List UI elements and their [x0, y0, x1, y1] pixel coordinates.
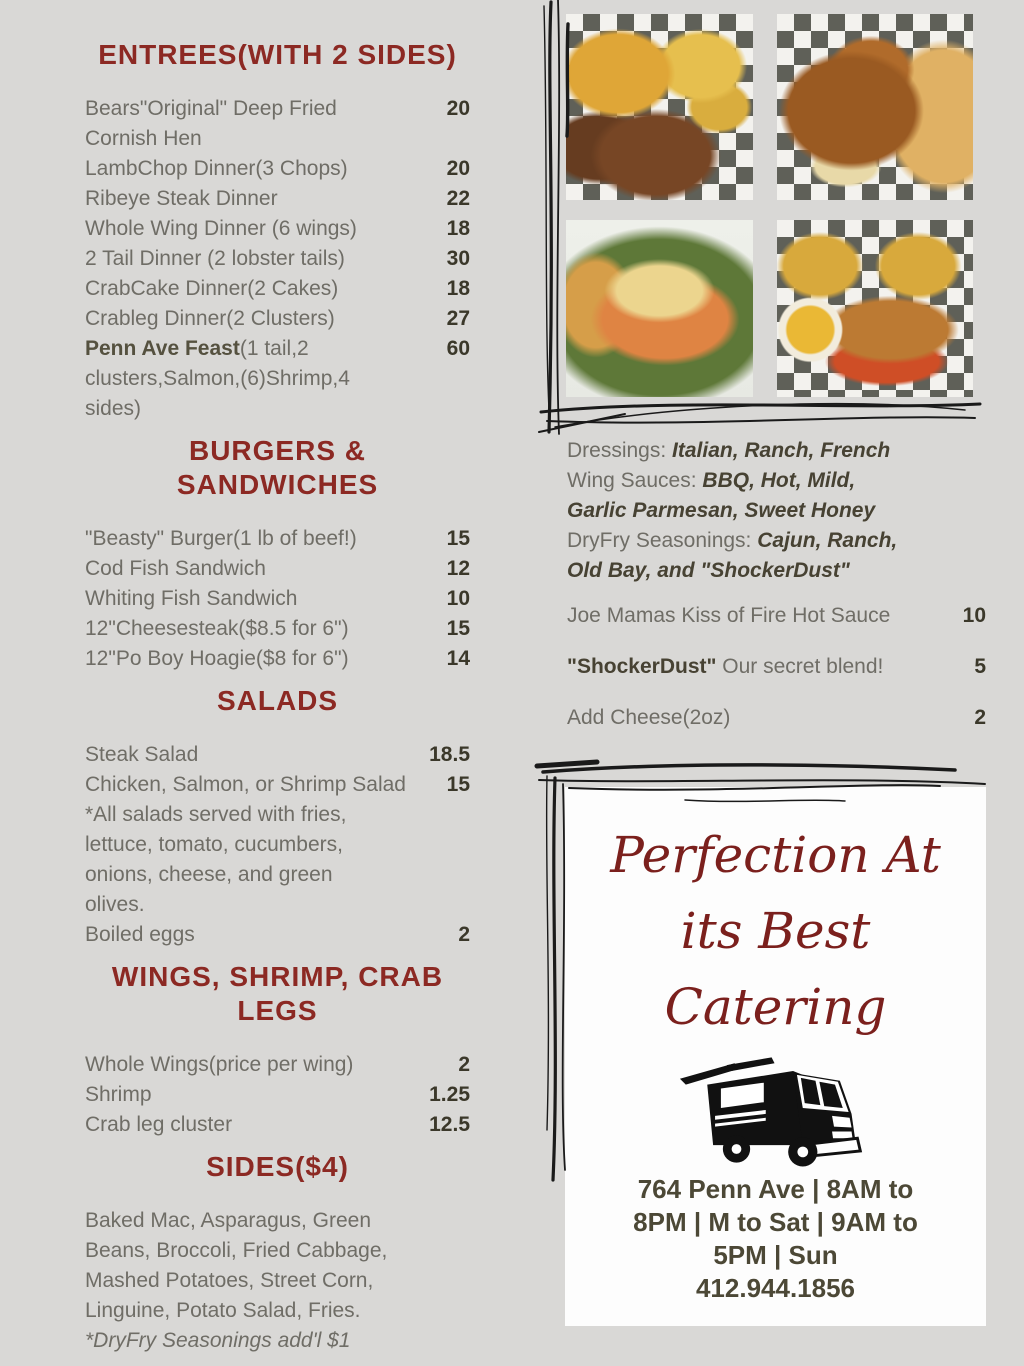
menu-item	[85, 334, 470, 424]
menu-item	[85, 644, 470, 674]
menu-item-price: 2	[458, 1053, 470, 1076]
menu-item-price: 18	[446, 277, 470, 300]
menu-item-price: 18	[446, 217, 470, 240]
sauce-values: Italian, Ranch, French	[672, 439, 891, 462]
section-items	[85, 740, 470, 950]
menu-item-name: 2 Tail Dinner (2 lobster tails)	[85, 247, 345, 270]
menu-section	[85, 434, 470, 674]
catering-script-line: Catering	[664, 978, 887, 1036]
menu-item-price: 15	[446, 773, 470, 796]
menu-item-name: *DryFry Seasonings add'l $1	[85, 1329, 351, 1352]
section-title: BURGERS & SANDWICHES	[176, 435, 379, 500]
food-truck-icon	[678, 1051, 873, 1169]
menu-item-price: 15	[446, 527, 470, 550]
extra-item	[567, 703, 986, 733]
menu-item-name: Shrimp	[85, 1083, 152, 1106]
section-items	[85, 1206, 470, 1356]
menu-item-price: 22	[446, 187, 470, 210]
menu-item-name: 12"Po Boy Hoagie($8 for 6")	[85, 647, 349, 670]
menu-item-price: 1.25	[429, 1083, 470, 1106]
section-title: SIDES($4)	[206, 1151, 349, 1182]
menu-item	[85, 184, 470, 214]
menu-item	[85, 554, 470, 584]
menu-section	[85, 684, 470, 950]
menu-item	[85, 1080, 470, 1110]
menu-item	[85, 1206, 470, 1326]
catering-script-line: its Best	[680, 902, 871, 960]
menu-item-price: 2	[458, 923, 470, 946]
menu-item	[85, 920, 470, 950]
menu-item-price: 18.5	[429, 743, 470, 766]
menu-item-name: Whiting Fish Sandwich	[85, 587, 298, 610]
menu-section	[85, 38, 470, 424]
sauce-line	[567, 466, 967, 496]
address-line: 5PM | Sun	[713, 1240, 838, 1270]
catering-card	[565, 787, 986, 1326]
address-line: 764 Penn Ave | 8AM to	[637, 1174, 914, 1204]
extra-item-price: 10	[962, 604, 986, 627]
sauce-label: DryFry Seasonings:	[567, 529, 758, 552]
menu-item	[85, 94, 470, 154]
section-items	[85, 524, 470, 674]
extra-item-name: Joe Mamas Kiss of Fire Hot Sauce	[567, 604, 891, 627]
menu-item-name: Cod Fish Sandwich	[85, 557, 266, 580]
sauce-values: Garlic Parmesan, Sweet Honey	[567, 499, 876, 522]
menu-item-price: 12	[446, 557, 470, 580]
menu-item	[85, 584, 470, 614]
menu-item-price: 14	[446, 647, 470, 670]
sauces-block	[567, 436, 967, 586]
sauce-values: BBQ, Hot, Mild,	[702, 469, 856, 492]
menu-item-name: Penn Ave Feast(1 tail,2 clusters,Salmon,(6)Shrimp,4 sides)	[85, 337, 350, 420]
menu-item-name: Steak Salad	[85, 743, 199, 766]
menu-item	[85, 1050, 470, 1080]
menu-item-name: Whole Wing Dinner (6 wings)	[85, 217, 357, 240]
menu-item	[85, 524, 470, 554]
menu-item	[85, 304, 470, 334]
section-items	[85, 94, 470, 424]
menu-item-price: 10	[446, 587, 470, 610]
menu-item-price: 20	[446, 157, 470, 180]
menu-left-column	[85, 38, 470, 1366]
extra-item-name: "ShockerDust" Our secret blend!	[567, 655, 884, 678]
menu-item	[85, 740, 470, 770]
menu-item-name: Chicken, Salmon, or Shrimp Salad	[85, 773, 406, 796]
section-title: ENTREES(WITH 2 SIDES)	[98, 39, 457, 70]
section-title: WINGS, SHRIMP, CRAB LEGS	[111, 961, 444, 1026]
menu-item-name: Whole Wings(price per wing)	[85, 1053, 354, 1076]
menu-item	[85, 800, 470, 920]
sauce-label: Dressings:	[567, 439, 673, 462]
sauce-values: Old Bay, and "ShockerDust"	[567, 559, 850, 582]
menu-item	[85, 1110, 470, 1140]
menu-item	[85, 244, 470, 274]
catering-script-title	[565, 817, 986, 1045]
menu-item	[85, 214, 470, 244]
menu-item	[85, 274, 470, 304]
menu-item-name: Ribeye Steak Dinner	[85, 187, 278, 210]
menu-item-price: 27	[446, 307, 470, 330]
address-block	[565, 1173, 986, 1305]
sauce-values: Cajun, Ranch,	[757, 529, 898, 552]
catering-script-line: Perfection At	[610, 826, 941, 884]
menu-section	[85, 960, 470, 1140]
menu-item-price: 60	[446, 337, 470, 360]
menu-item-name: CrabCake Dinner(2 Cakes)	[85, 277, 339, 300]
section-title: SALADS	[216, 685, 339, 716]
sauce-line	[567, 496, 967, 526]
menu-item-name: LambChop Dinner(3 Chops)	[85, 157, 348, 180]
menu-item	[85, 770, 470, 800]
sauce-line	[567, 556, 967, 586]
extra-item-price: 5	[974, 655, 986, 678]
sauce-line	[567, 436, 967, 466]
menu-item	[85, 1326, 470, 1356]
menu-item-name: Baked Mac, Asparagus, Green Beans, Broccoli, Fried Cabbage, Mashed Potatoes, Street Corn, Linguine, Potato Salad, Fries.	[85, 1209, 388, 1322]
menu-item-name: Crab leg cluster	[85, 1113, 233, 1136]
menu-section	[85, 1150, 470, 1356]
section-items	[85, 1050, 470, 1140]
menu-item-name-bold: Penn Ave Feast	[85, 337, 240, 360]
lamb-chops-plate-photo	[566, 14, 753, 200]
menu-item-name: "Beasty" Burger(1 lb of beef!)	[85, 527, 357, 550]
menu-item-name: 12"Cheesesteak($8.5 for 6")	[85, 617, 349, 640]
menu-item-name: Bears"Original" Deep Fried Cornish Hen	[85, 97, 337, 150]
extra-item	[567, 652, 986, 682]
menu-item-name: *All salads served with fries, lettuce, tomato, cucumbers, onions, cheese, and green olives.	[85, 803, 347, 916]
salmon-salad-photo	[566, 220, 753, 397]
menu-item-price: 20	[446, 97, 470, 120]
extra-item-name-bold: "ShockerDust"	[567, 655, 717, 678]
sauce-label: Wing Sauces:	[567, 469, 703, 492]
address-line: 412.944.1856	[695, 1273, 856, 1303]
lobster-corn-photo	[777, 220, 973, 397]
food-photo-grid	[566, 14, 973, 397]
menu-item-name: Crableg Dinner(2 Clusters)	[85, 307, 335, 330]
menu-item	[85, 154, 470, 184]
menu-item-name: Boiled eggs	[85, 923, 195, 946]
menu-item	[85, 614, 470, 644]
fried-chicken-fries-photo	[777, 14, 973, 200]
address-line: 8PM | M to Sat | 9AM to	[633, 1207, 918, 1237]
menu-item-price: 30	[446, 247, 470, 270]
extra-item-price: 2	[974, 706, 986, 729]
extra-item	[567, 601, 986, 631]
menu-item-price: 12.5	[429, 1113, 470, 1136]
extra-item-name: Add Cheese(2oz)	[567, 706, 731, 729]
extras-list	[567, 601, 986, 754]
menu-item-price: 15	[446, 617, 470, 640]
sauce-line	[567, 526, 967, 556]
